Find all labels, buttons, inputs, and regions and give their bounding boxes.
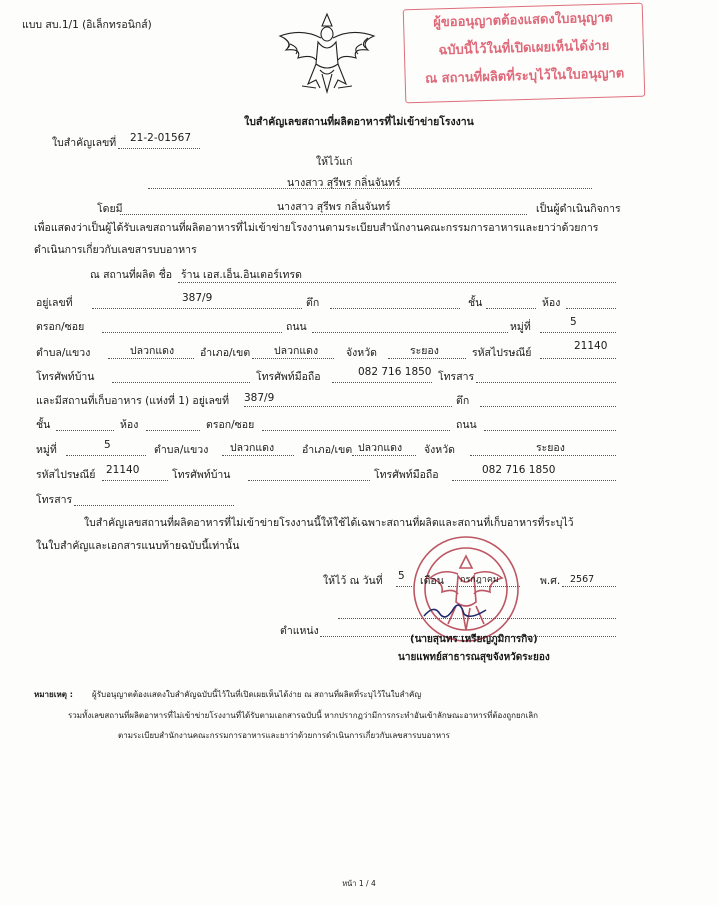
prod-room-label: ห้อง	[542, 297, 561, 309]
prod-province-label: จังหวัด	[346, 347, 377, 359]
by-label: โดยมี	[97, 203, 123, 215]
prod-mobile-value: 082 716 1850	[358, 366, 432, 378]
document-title: ใบสำคัญเลขสถานที่ผลิตอาหารที่ไม่เข้าข่ายโรงงาน	[244, 116, 474, 128]
cert-no-label: ใบสำคัญเลขที่	[52, 137, 117, 149]
prod-floor-label: ชั้น	[468, 297, 483, 309]
prod-subdistrict-label: ตำบล/แขวง	[36, 347, 91, 359]
note-line-1: ผู้รับอนุญาตต้องแสดงใบสำคัญฉบับนี้ไว้ในที่เปิดเผยเห็นได้ง่าย ณ สถานที่ผลิตที่ระบุไว้ในใบสำคัญ	[92, 690, 422, 699]
signer-title: นายแพทย์สาธารณสุขจังหวัดระยอง	[398, 652, 550, 663]
storage-postcode-value: 21140	[106, 464, 140, 476]
operator-suffix: เป็นผู้ดำเนินกิจการ	[536, 203, 621, 215]
signature	[420, 598, 490, 624]
date-day-value: 5	[398, 570, 405, 582]
prod-address-value: 387/9	[182, 292, 213, 304]
cert-no-value: 21-2-01567	[130, 132, 192, 144]
display-notice-stamp	[403, 3, 646, 104]
place-label: ณ สถานที่ผลิต ชื่อ	[90, 269, 173, 281]
date-month-value: กรกฎาคม	[460, 575, 499, 585]
prod-postcode-label: รหัสไปรษณีย์	[472, 347, 532, 359]
operator-value: นางสาว สุรีพร กลิ่นจันทร์	[277, 201, 391, 213]
storage-province-value: ระยอง	[536, 442, 565, 454]
prod-building-label: ตึก	[306, 297, 320, 309]
position-label: ตำแหน่ง	[280, 625, 319, 637]
date-year-value: 2567	[570, 574, 595, 585]
storage-fax-label: โทรสาร	[36, 494, 73, 506]
stamp-line-1: ผู้ขออนุญาตต้องแสดงใบอนุญาต	[433, 10, 614, 31]
prod-home-phone-label: โทรศัพท์บ้าน	[36, 371, 95, 383]
prod-subdistrict-value: ปลวกแดง	[130, 345, 175, 357]
prod-address-label: อยู่เลขที่	[36, 297, 73, 309]
prod-province-value: ระยอง	[410, 345, 439, 357]
storage-subdistrict-label: ตำบล/แขวง	[154, 444, 209, 456]
issued-to-value: นางสาว สุรีพร กลิ่นจันทร์	[287, 177, 401, 189]
storage-floor-label: ชั้น	[36, 419, 51, 431]
signer-name: (นายสุนทร เหรียญภูมิการกิจ)	[410, 634, 538, 645]
storage-room-label: ห้อง	[120, 419, 139, 431]
prod-alley-label: ตรอก/ซอย	[36, 321, 85, 333]
official-seal	[392, 534, 540, 644]
storage-address-value: 387/9	[244, 392, 275, 404]
place-name: ร้าน เอส.เอ็น.อินเตอร์เทรด	[181, 269, 302, 281]
storage-home-phone-label: โทรศัพท์บ้าน	[172, 469, 231, 481]
storage-district-label: อำเภอ/เขต	[302, 444, 353, 456]
storage-mobile-value: 082 716 1850	[482, 464, 556, 476]
prod-fax-label: โทรสาร	[438, 371, 475, 383]
date-year-label: พ.ศ.	[540, 575, 561, 587]
storage-province-label: จังหวัด	[424, 444, 455, 456]
prod-district-value: ปลวกแดง	[274, 345, 319, 357]
prod-moo-value: 5	[570, 316, 577, 328]
stamp-line-3: ณ สถานที่ผลิตที่ระบุไว้ในใบอนุญาต	[424, 66, 625, 87]
prod-mobile-label: โทรศัพท์มือถือ	[256, 371, 321, 383]
storage-label: และมีสถานที่เก็บอาหาร (แห่งที่ 1) อยู่เลขที่	[36, 395, 229, 407]
form-code: แบบ สบ.1/1 (อิเล็กทรอนิกส์)	[22, 19, 152, 31]
purpose-line-1: เพื่อแสดงว่าเป็นผู้ได้รับเลขสถานที่ผลิตอาหารที่ไม่เข้าข่ายโรงงานตามระเบียบสำนักงานคณะกรรมการอาหารและยาว่าด้วยการ	[34, 222, 599, 234]
stamp-line-2: ฉบับนี้ไว้ในที่เปิดเผยเห็นได้ง่าย	[438, 38, 610, 59]
storage-subdistrict-value: ปลวกแดง	[230, 442, 275, 454]
note-line-3: ตามระเบียบสำนักงานคณะกรรมการอาหารและยาว่าด้วยการดำเนินการเกี่ยวกับเลขสารบบอาหาร	[118, 731, 450, 740]
garuda-emblem	[272, 8, 382, 94]
storage-moo-value: 5	[104, 439, 111, 451]
date-month-label: เดือน	[420, 575, 444, 587]
prod-district-label: อำเภอ/เขต	[200, 347, 251, 359]
storage-district-value: ปลวกแดง	[358, 442, 403, 454]
storage-mobile-label: โทรศัพท์มือถือ	[374, 469, 439, 481]
page-number: หน้า 1 / 4	[342, 879, 376, 888]
note-line-2: รวมทั้งเลขสถานที่ผลิตอาหารที่ไม่เข้าข่ายโรงงานที่ได้รับตามเอกสารฉบับนี้ หากปรากฏว่ามีการกระทำอันเข้าลักษณะอาหารที่ต้องถูกยกเลิก	[68, 711, 538, 720]
prod-road-label: ถนน	[286, 321, 307, 333]
storage-alley-label: ตรอก/ซอย	[206, 419, 255, 431]
storage-moo-label: หมู่ที่	[36, 444, 57, 456]
storage-road-label: ถนน	[456, 419, 477, 431]
validity-line-1: ใบสำคัญเลขสถานที่ผลิตอาหารที่ไม่เข้าข่ายโรงงานนี้ให้ใช้ได้เฉพาะสถานที่ผลิตและสถานที่เก็บอาหารที่ระบุไว้	[84, 517, 574, 529]
storage-postcode-label: รหัสไปรษณีย์	[36, 469, 96, 481]
prod-postcode-value: 21140	[574, 340, 608, 352]
prod-moo-label: หมู่ที่	[510, 321, 531, 333]
date-given-label: ให้ไว้ ณ วันที่	[323, 575, 383, 587]
note-label: หมายเหตุ :	[34, 690, 73, 699]
validity-line-2: ในใบสำคัญและเอกสารแนบท้ายฉบับนี้เท่านั้น	[36, 540, 240, 552]
purpose-line-2: ดำเนินการเกี่ยวกับเลขสารบบอาหาร	[34, 244, 197, 256]
issued-to-label: ให้ไว้แก่	[316, 156, 353, 168]
storage-building-label: ตึก	[456, 395, 470, 407]
